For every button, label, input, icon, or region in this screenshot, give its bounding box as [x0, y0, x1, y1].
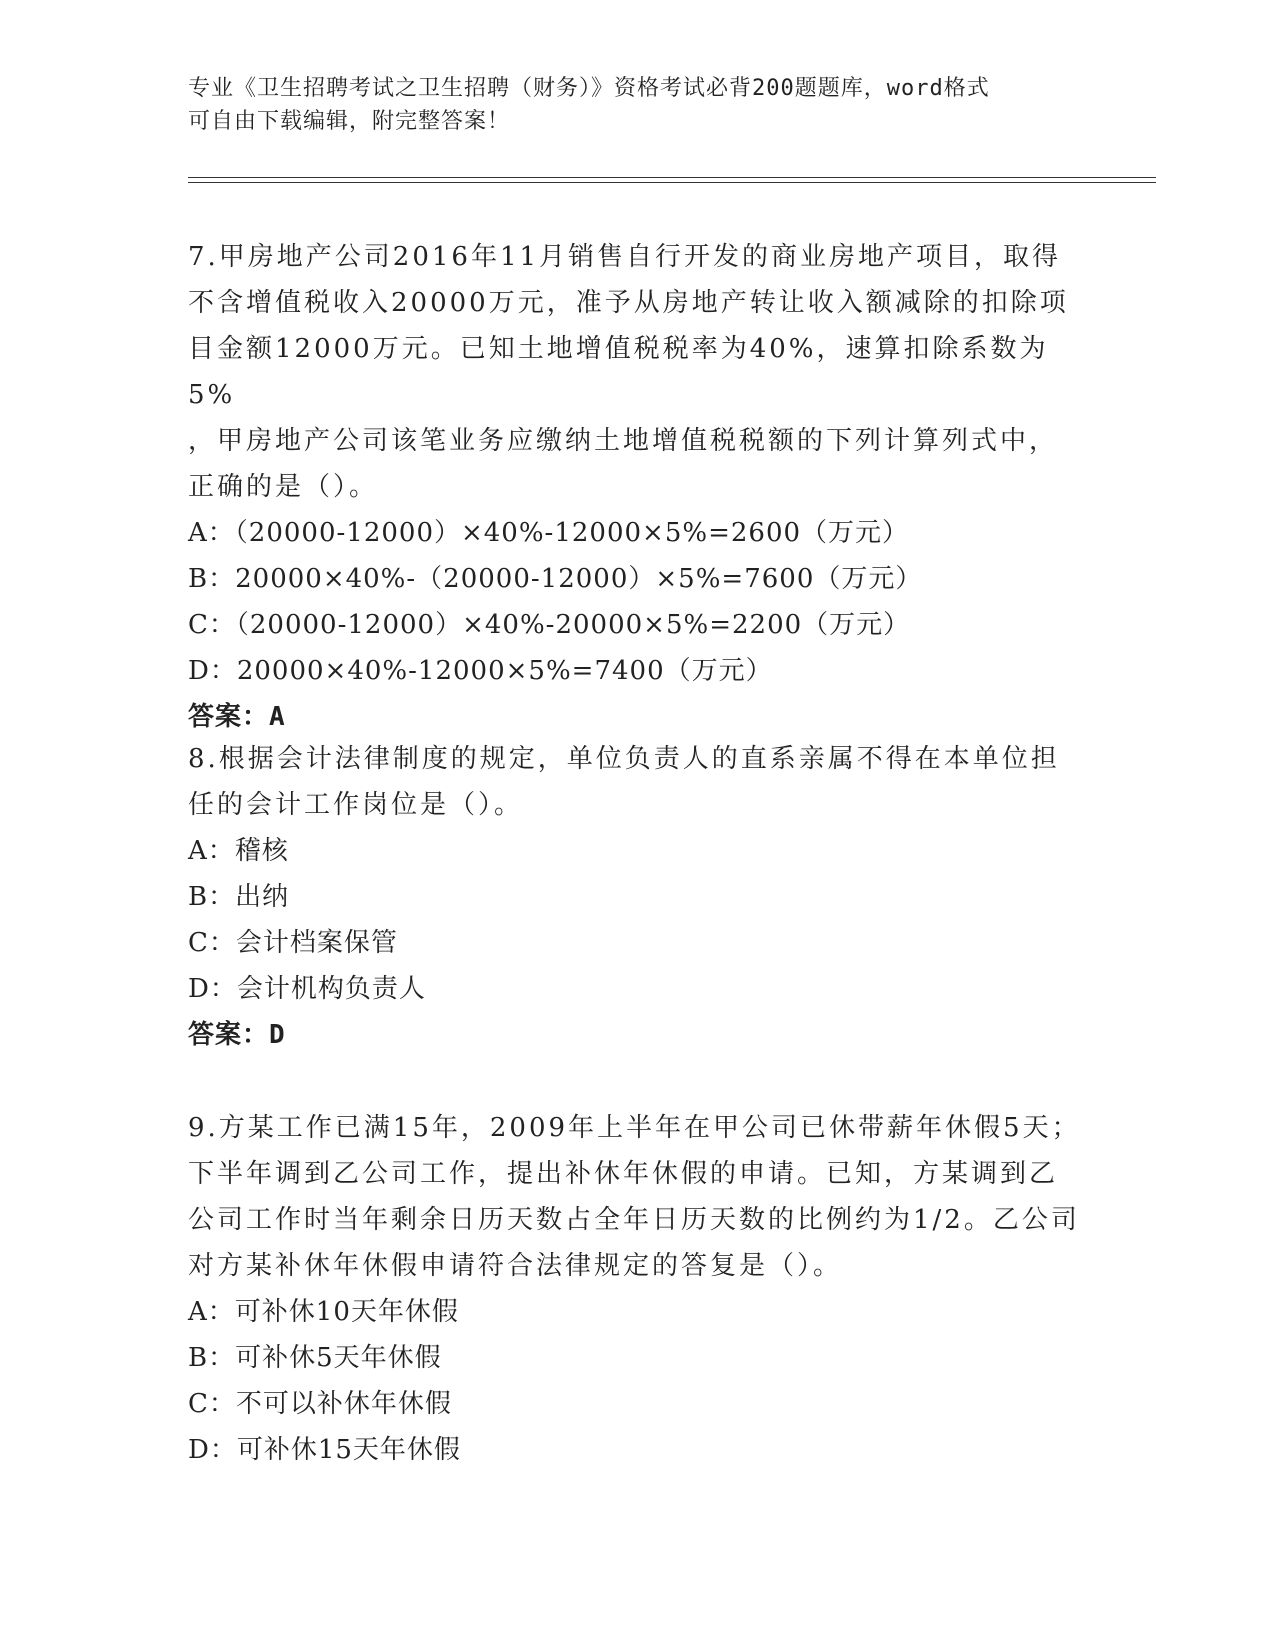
- option-c: C：（20000-12000）×40%-20000×5%=2200（万元）: [188, 610, 911, 640]
- stem-line: 目金额12000万元。已知土地增值税税率为40%，速算扣除系数为5%: [188, 334, 1049, 410]
- stem-line: 不含增值税收入20000万元，准予从房地产转让收入额减除的扣除项: [188, 288, 1069, 318]
- question-stem: [188, 234, 1088, 510]
- question-9: [188, 1105, 1088, 1473]
- option-c: C：不可以补休年休假: [188, 1389, 452, 1419]
- stem-line: 7.甲房地产公司2016年11月销售自行开发的商业房地产项目，取得: [188, 242, 1062, 272]
- question-stem: [188, 736, 1088, 828]
- answer-label: 答案：A: [188, 702, 286, 732]
- option-c: C：会计档案保管: [188, 928, 398, 958]
- option-d: D：会计机构负责人: [188, 974, 426, 1004]
- stem-line: 正确的是（）。: [188, 472, 379, 502]
- stem-line: ，甲房地产公司该笔业务应缴纳土地增值税税额的下列计算列式中，: [188, 426, 1059, 456]
- header-divider-bottom: [188, 182, 1156, 183]
- stem-line: 对方某补休年休假申请符合法律规定的答复是（）。: [188, 1251, 843, 1281]
- option-a: A：稽核: [188, 836, 289, 866]
- question-7: [188, 234, 1088, 740]
- stem-line: 8.根据会计法律制度的规定，单位负责人的直系亲属不得在本单位担: [188, 744, 1060, 774]
- option-d: D：可补休15天年休假: [188, 1435, 461, 1465]
- option-d: D：20000×40%-12000×5%=7400（万元）: [188, 656, 773, 686]
- stem-line: 下半年调到乙公司工作，提出补休年休假的申请。已知，方某调到乙: [188, 1159, 1059, 1189]
- option-b: B：20000×40%-（20000-12000）×5%=7600（万元）: [188, 564, 923, 594]
- question-8: [188, 736, 1088, 1058]
- stem-line: 公司工作时当年剩余日历天数占全年日历天数的比例约为1/2。乙公司: [188, 1205, 1080, 1235]
- stem-line: 任的会计工作岗位是（）。: [188, 790, 524, 820]
- document-header: [188, 72, 1068, 138]
- option-a: A：可补休10天年休假: [188, 1297, 459, 1327]
- answer-label: 答案：D: [188, 1020, 286, 1050]
- header-line-1: 专业《卫生招聘考试之卫生招聘（财务）》资格考试必背200题题库，word格式: [188, 76, 990, 101]
- stem-line: 9.方某工作已满15年，2009年上半年在甲公司已休带薪年休假5天；: [188, 1113, 1081, 1143]
- header-line-2: 可自由下载编辑，附完整答案！: [188, 109, 511, 134]
- option-b: B：出纳: [188, 882, 290, 912]
- option-a: A：（20000-12000）×40%-12000×5%=2600（万元）: [188, 518, 910, 548]
- option-b: B：可补休5天年休假: [188, 1343, 442, 1373]
- question-stem: [188, 1105, 1088, 1289]
- header-divider-top: [188, 177, 1156, 178]
